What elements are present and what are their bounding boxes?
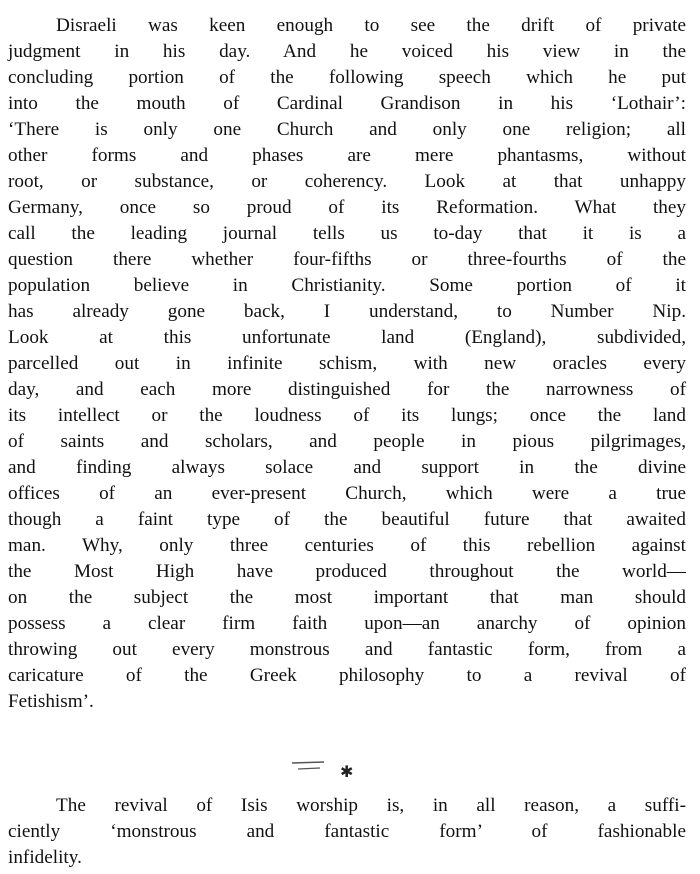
separator-star-icon: ✱ [340,764,354,781]
text-line: Germany, once so proud of its Reformation. What they [8,197,686,218]
paragraph-disraeli [8,13,686,715]
text-line: Fetishism’. [8,691,94,712]
text-line: into the mouth of Cardinal Grandison in his ‘Lothair’: [8,93,686,114]
text-line: man. Why, only three centuries of this rebellion against [8,535,686,556]
text-line: though a faint type of the beautiful future that awaited [8,509,686,530]
text-line: question there whether four-fifths or three-fourths of the [8,249,686,270]
text-line: has already gone back, I understand, to Number Nip. [8,301,686,322]
text-line: root, or substance, or coherency. Look at that unhappy [8,171,686,192]
text-line: population believe in Christianity. Some portion of it [8,275,686,296]
text-line: ‘There is only one Church and only one religion; all [8,119,686,140]
text-line: The revival of Isis worship is, in all reason, a suffi- [56,795,686,816]
text-line: possess a clear firm faith upon—an anarchy of opinion [8,613,686,634]
text-line: the Most High have produced throughout the world— [8,561,686,582]
text-line: Look at this unfortunate land (England), subdivided, [8,327,686,348]
text-line: other forms and phases are mere phantasms, without [8,145,686,166]
text-line: of saints and scholars, and people in pious pilgrimages, [8,431,686,452]
text-line: throwing out every monstrous and fantastic form, from a [8,639,686,660]
text-line: ciently ‘monstrous and fantastic form’ of fashionable [8,821,686,842]
paragraph-isis [8,793,686,871]
text-line: Disraeli was keen enough to see the drift of private [56,15,686,36]
text-line: call the leading journal tells us to-day that it is a [8,223,686,244]
text-line: infidelity. [8,847,82,868]
text-line: day, and each more distinguished for the narrowness of [8,379,686,400]
text-line: concluding portion of the following speech which he put [8,67,686,88]
text-line: caricature of the Greek philosophy to a revival of [8,665,686,686]
text-line: and finding always solace and support in the divine [8,457,686,478]
text-line: on the subject the most important that man should [8,587,686,608]
text-line: parcelled out in infinite schism, with new oracles every [8,353,686,374]
text-line: offices of an ever-present Church, which were a true [8,483,686,504]
text-line: judgment in his day. And he voiced his view in the [8,41,686,62]
text-line: its intellect or the loudness of its lungs; once the land [8,405,686,426]
